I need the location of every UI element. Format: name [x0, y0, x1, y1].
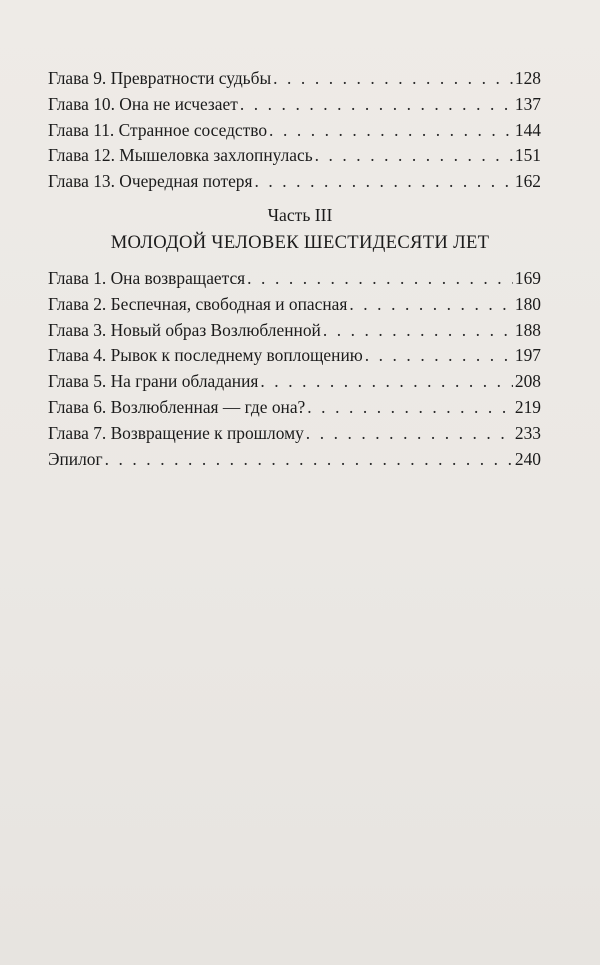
toc-row — [48, 143, 541, 169]
toc-row-title: Глава 6. Возлюбленная — где она? — [48, 396, 306, 417]
toc-row-title: Глава 7. Возвращение к прошлому — [48, 422, 304, 443]
toc-row-title: Глава 12. Мышеловка захлопнулась — [48, 145, 313, 166]
toc-section-part3 — [48, 266, 541, 472]
toc-row-page: 197 — [514, 345, 541, 366]
part-label: Часть III — [267, 205, 333, 225]
toc-row — [48, 421, 541, 447]
toc-row-title: Глава 4. Рывок к последнему воплощению — [48, 345, 363, 366]
toc-row-page: 188 — [514, 319, 541, 340]
toc-row-page: 144 — [514, 119, 541, 140]
toc-row-title: Глава 9. Превратности судьбы — [48, 68, 272, 88]
show-through-text — [40, 450, 560, 920]
toc-row-page: 128 — [514, 68, 541, 88]
dot-leader — [269, 118, 513, 144]
toc-row — [48, 66, 541, 92]
toc-row-title: Глава 10. Она не исчезает — [48, 93, 238, 114]
toc-row-title: Глава 2. Беспечная, свободная и опасная — [48, 293, 348, 314]
toc-row — [48, 447, 541, 473]
dot-leader — [315, 143, 513, 169]
toc-row — [48, 292, 541, 318]
toc-row-page: 169 — [514, 268, 541, 288]
dot-leader — [307, 395, 513, 421]
dot-leader — [240, 92, 513, 118]
toc-row — [48, 318, 541, 344]
dot-leader — [306, 421, 513, 447]
toc-row-title: Глава 3. Новый образ Возлюбленной — [48, 319, 321, 340]
dot-leader — [323, 318, 513, 344]
toc-row-page: 137 — [514, 93, 541, 114]
part-title: МОЛОДОЙ ЧЕЛОВЕК ШЕСТИДЕСЯТИ ЛЕТ — [110, 232, 490, 253]
dot-leader — [349, 292, 513, 318]
toc-row-title: Глава 1. Она возвращается — [48, 268, 246, 288]
toc-row-page: 219 — [514, 396, 541, 417]
toc-row — [48, 118, 541, 144]
toc-row-title: Глава 13. Очередная потеря — [48, 171, 253, 192]
toc-row-title: Эпилог — [48, 448, 103, 469]
dot-leader — [260, 369, 513, 395]
toc-row — [48, 169, 541, 195]
toc-row-title: Глава 11. Странное соседство — [48, 119, 268, 140]
toc-row — [48, 343, 541, 369]
toc-row — [48, 266, 541, 292]
toc-row-page: 240 — [514, 448, 541, 469]
toc-row-page: 151 — [514, 145, 541, 166]
toc-row — [48, 92, 541, 118]
toc-row — [48, 395, 541, 421]
dot-leader — [365, 343, 513, 369]
dot-leader — [255, 169, 513, 195]
dot-leader — [273, 66, 513, 92]
toc-row-page: 233 — [514, 422, 541, 443]
dot-leader — [105, 447, 513, 473]
toc-row-page: 208 — [514, 371, 541, 392]
toc-row-title: Глава 5. На грани обладания — [48, 371, 259, 392]
toc-section-part2-end — [48, 66, 541, 195]
toc-row — [48, 369, 541, 395]
dot-leader — [247, 266, 513, 292]
toc-row-page: 180 — [514, 293, 541, 314]
toc-row-page: 162 — [514, 171, 541, 192]
